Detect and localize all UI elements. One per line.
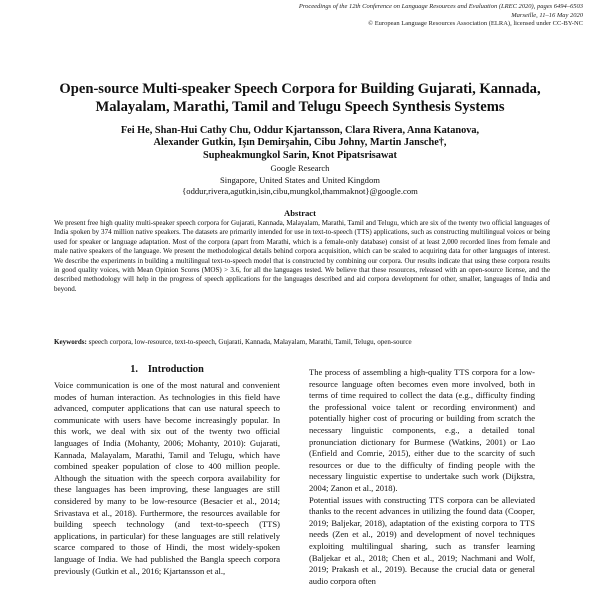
license-line: © European Language Resources Association (ELRA), licensed under CC-BY-NC bbox=[368, 20, 583, 28]
keywords-label: Keywords: bbox=[54, 338, 87, 346]
body-paragraph: The process of assembling a high-quality TTS corpora for a low-resource language often becomes even more involved, both in terms of time required to collect the data (e.g., difficulty finding the professional voice talent or recording environment) and potentially higher cost of procuring or building from scratch the necessary linguistic components, e.g., a detailed tonal pronunciation dictionary for Burmese (Watkins, 2001) or Lao (Enfield and Comrie, 2015), either due to the scarcity of such resources or due to the difficulty of finding people with the necessary linguistic expertise to undertake such work (Dijkstra, 2004; Zanon et al., 2018). bbox=[309, 367, 535, 493]
author-line: Alexander Gutkin, Işın Demirşahin, Cibu Johny, Martin Jansche†, bbox=[153, 137, 447, 149]
keywords bbox=[54, 338, 550, 347]
author-line: Supheakmungkol Sarin, Knot Pipatsrisawat bbox=[203, 149, 397, 161]
author-line: Fei He, Shan-Hui Cathy Chu, Oddur Kjartansson, Clara Rivera, Anna Katanova, bbox=[120, 125, 480, 136]
left-column bbox=[54, 380, 280, 577]
proceedings-line: Proceedings of the 12th Conference on Language Resources and Evaluation (LREC 2020), pages 6494–6503 bbox=[298, 3, 583, 10]
author-list bbox=[60, 125, 540, 162]
affiliation-org: Google Research bbox=[270, 163, 330, 173]
affiliation-emails: {oddur,rivera,agutkin,isin,cibu,mungkol,thammaknot}@google.com bbox=[182, 186, 418, 197]
abstract-text: We present free high quality multi-speaker speech corpora for Gujarati, Kannada, Malayalam, Marathi, Tamil and Telugu, which are six of the twenty two official languages of India spoken by 374 million native speakers. The datasets are primarily intended for use in text-to-speech (TTS) applications, such as constructing multilingual voices or being used for speaker or language adaptation. Most of the corpora (apart from Marathi, which is a female-only database) consist of at least 2,000 recorded lines from female and male native speakers of the language. We present the methodological details behind corpora acquisition, which can be scaled to acquiring data for other languages of interest. We describe the experiments in building a multilingual text-to-speech model that is constructed by combining our corpora. Our results indicate that using these corpora results in good quality voices, with Mean Opinion Scores (MOS) > 3.6, for all the languages tested. We believe that these resources, released with an open-source license, and the described methodology will help in the progress of speech applications for the languages described and aid corpora development for other, smaller, languages of India and beyond. bbox=[54, 219, 550, 293]
section-title: Introduction bbox=[147, 364, 204, 375]
venue-line: Marseille, 11–16 May 2020 bbox=[511, 11, 583, 19]
affiliation-location: Singapore, United States and United Kingdom bbox=[220, 174, 380, 185]
affiliation bbox=[80, 163, 520, 198]
section-heading bbox=[54, 364, 280, 375]
right-column bbox=[309, 367, 535, 587]
abstract-heading: Abstract bbox=[284, 208, 316, 218]
body-paragraph: Potential issues with constructing TTS corpora can be alleviated thanks to the recent advances in utilizing the found data (Cooper, 2019; Baljekar, 2018), adaptation of the existing corpora to TTS needs (Zen et al., 2019) and development of novel techniques exploiting multilingual sharing, such as transfer learning (Baljekar et al., 2018; Chen et al., 2019; Nachmani and Wolf, 2019; Prakash et al., 2019). Because the crucial data or general audio corpora often bbox=[309, 494, 535, 586]
proceedings-header bbox=[243, 3, 583, 29]
paper-title: Open-source Multi-speaker Speech Corpora for Building Gujarati, Kannada, Malayalam, Marathi, Tamil and Telugu Speech Synthesis Systems bbox=[59, 81, 541, 115]
body-paragraph: Voice communication is one of the most natural and convenient modes of human interaction. As technologies in this field have advanced, computer applications that can use natural speech to communicate with users have become increasingly popular. In this work, we deal with six out of the twenty two official languages of India (Mohanty, 2006; Mohanty, 2010): Gujarati, Kannada, Malayalam, Marathi, Tamil and Telugu, which have combined speaker population of close to 400 million people. Although the situation with the speech corpora availability for these languages has been improving, these languages are still considered by many to be low-resource (Besacier et al., 2014; Srivastava et al., 2018). Furthermore, the resources available for building speech technology (and text-to-speech (TTS) applications, in particular) for these languages are still relatively scarce compared to those of Hindi, the most widely-spoken language of India. We had published the Bangla speech corpora previously (Gutkin et al., 2016; Kjartansson et al., bbox=[54, 380, 280, 576]
keywords-text: speech corpora, low-resource, text-to-speech, Gujarati, Kannada, Malayalam, Marathi, Tamil, Telugu, open-source bbox=[88, 338, 412, 346]
section-number: 1. bbox=[130, 364, 138, 375]
